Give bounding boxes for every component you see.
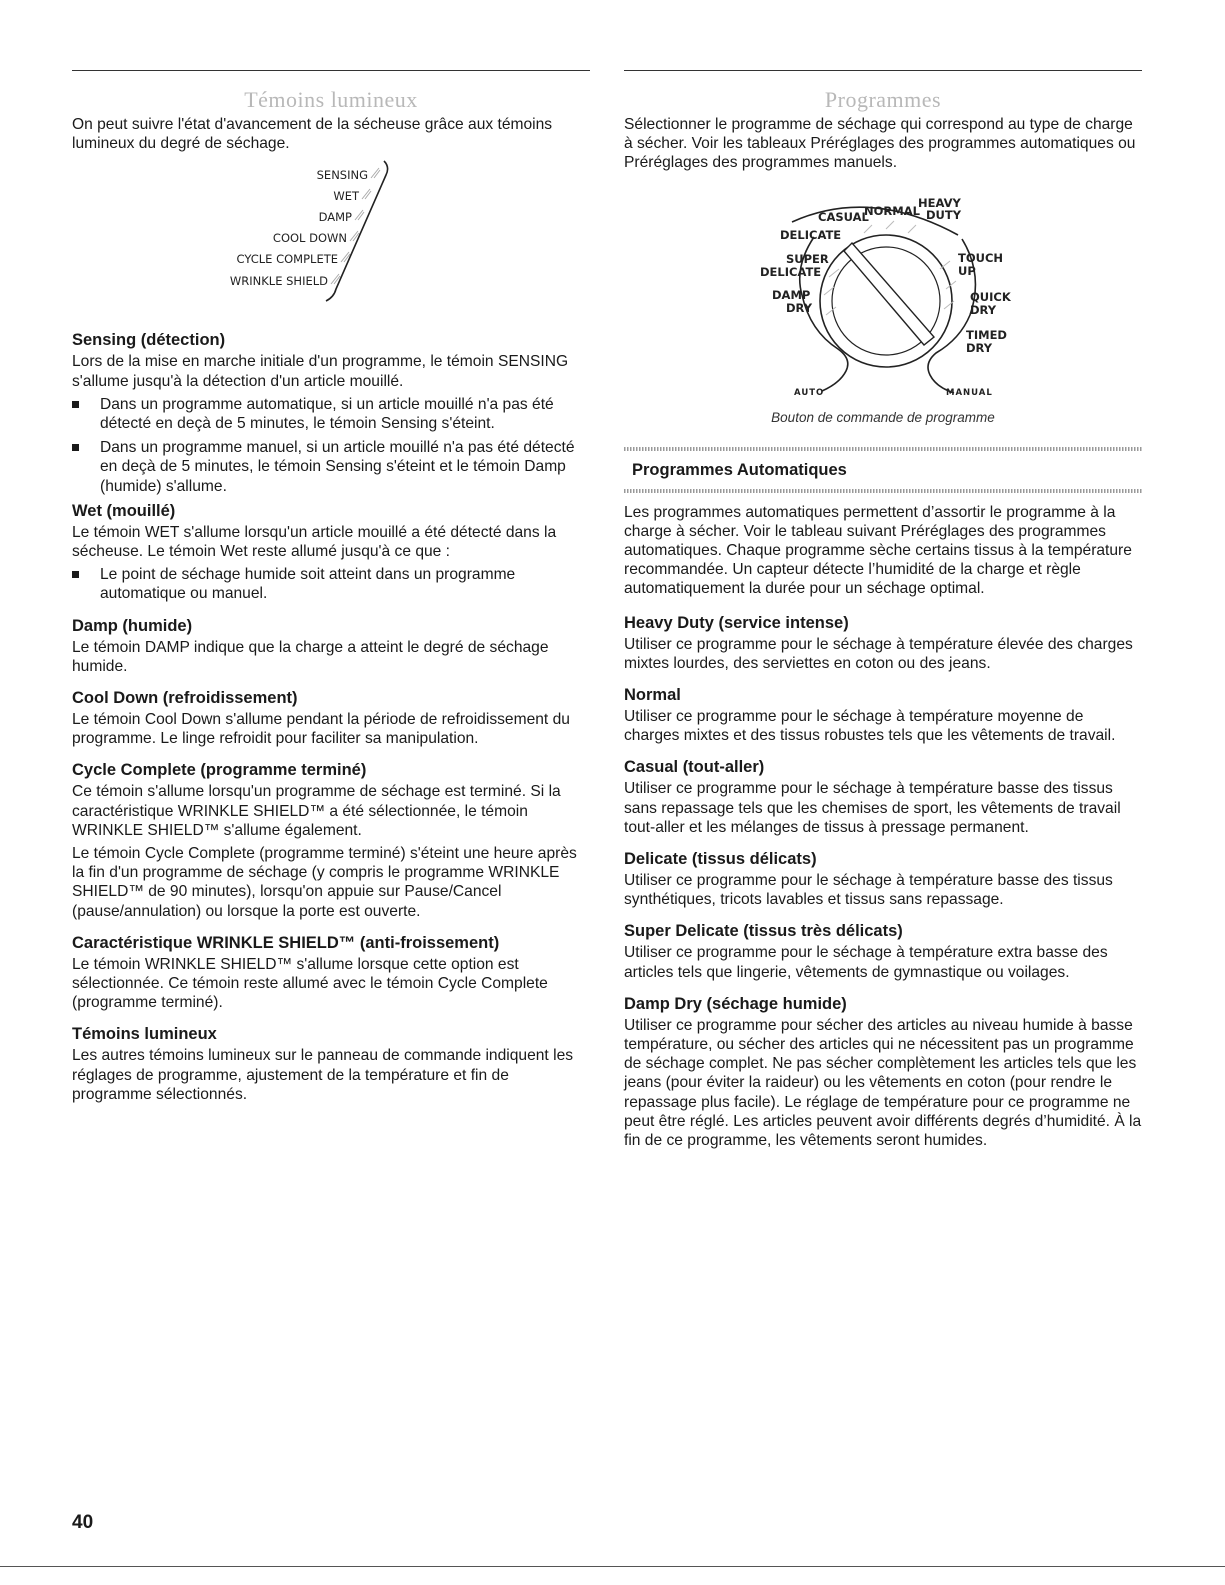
indicator-label-damp: DAMP xyxy=(318,210,352,225)
bullet-text: Dans un programme automatique, si un article mouillé n'a pas été détecté en deçà de 5 minutes, le témoin Sensing s'éteint. xyxy=(100,395,554,433)
list-item xyxy=(72,438,590,496)
section-damp xyxy=(72,616,590,676)
section-other-lights xyxy=(72,1024,590,1104)
dotted-rule-bottom xyxy=(624,489,1142,493)
section-wrinkle-shield xyxy=(72,933,590,1013)
dial-label-timed-dry: DRY xyxy=(966,340,993,355)
indicator-label-wrinkle-shield: WRINKLE SHIELD xyxy=(229,274,328,289)
indicator-label-cool-down: COOL DOWN xyxy=(272,231,347,246)
heading-super-delicate: Super Delicate (tissus très délicats) xyxy=(624,922,903,941)
text-heavy-duty: Utiliser ce programme pour le séchage à température élevée des charges mixtes lourdes, des serviettes en coton ou des jeans. xyxy=(624,635,1133,672)
heading-cool-down: Cool Down (refroidissement) xyxy=(72,689,298,708)
dial-label-damp: DAMP xyxy=(772,287,811,302)
list-item xyxy=(72,395,590,433)
dial-label-casual: CASUAL xyxy=(818,209,869,224)
top-rule-left xyxy=(72,70,590,71)
list-item xyxy=(72,565,590,603)
section-cycle-complete xyxy=(72,760,590,920)
dial-label-super-delicate: DELICATE xyxy=(760,264,822,279)
bullet-icon xyxy=(72,571,79,578)
section-super-delicate xyxy=(624,921,1142,981)
section-sensing xyxy=(72,330,590,495)
section-damp-dry xyxy=(624,994,1142,1150)
heading-sensing: Sensing (détection) xyxy=(72,331,226,350)
dial-label-timed: TIMED xyxy=(966,327,1007,342)
left-intro: On peut suivre l'état d'avancement de la sécheuse grâce aux témoins lumineux du degré de séchage. xyxy=(72,116,553,153)
heading-cycle-complete: Cycle Complete (programme terminé) xyxy=(72,761,367,780)
dial-label-duty: DUTY xyxy=(926,207,962,222)
text-cycle-complete-2: Le témoin Cycle Complete (programme terminé) s'éteint une heure après la fin d'un programme de séchage (y compris le programme WRINKLE SHIELD™ de 90 minutes), lorsqu'on appuie sur Pause/Cancel (pause/annulation) ou lorsque la porte est ouverte. xyxy=(72,845,577,920)
indicator-label-cycle-complete: CYCLE COMPLETE xyxy=(236,252,338,267)
automatic-programs-box xyxy=(624,447,1142,493)
dial-label-quick-dry: DRY xyxy=(970,302,997,317)
text-super-delicate: Utiliser ce programme pour le séchage à température extra basse des articles tels que lingerie, vêtements de gymnastique ou voilages. xyxy=(624,944,1108,981)
cycle-control-knob-illustration xyxy=(624,177,1142,405)
knob-caption: Bouton de commande de programme xyxy=(771,409,995,425)
bullet-text: Le point de séchage humide soit atteint dans un programme automatique ou manuel. xyxy=(100,566,516,603)
dial-label-quick: QUICK xyxy=(970,289,1011,304)
dial-label-heavy: HEAVY xyxy=(918,195,961,210)
heading-damp: Damp (humide) xyxy=(72,616,193,635)
top-rule-right xyxy=(624,70,1142,71)
heading-damp-dry: Damp Dry (séchage humide) xyxy=(624,994,847,1013)
bottom-rule xyxy=(0,1566,1225,1567)
heading-wet: Wet (mouillé) xyxy=(72,501,176,520)
heading-heavy-duty: Heavy Duty (service intense) xyxy=(624,613,849,632)
heading-casual: Casual (tout-aller) xyxy=(624,758,765,777)
wet-bullets xyxy=(72,565,590,603)
automatic-programs-intro: Les programmes automatiques permettent d’assortir le programme à la charge à sécher. Voir le tableau suivant Préréglages des programmes automatiques. Chaque programme sèche certains tissus à la température recommandée. Un capteur détecte l’humidité de la charge et règle automatiquement la durée pour un séchage optimal. xyxy=(624,503,1132,598)
text-other-lights: Les autres témoins lumineux sur le panneau de commande indiquent les réglages de programme, ajustement de la température et fin de programme sélectionnés. xyxy=(72,1047,574,1103)
dial-label-damp-dry: DRY xyxy=(786,300,813,315)
heading-normal: Normal xyxy=(624,686,681,705)
text-normal: Utiliser ce programme pour le séchage à température moyenne de charges mixtes et des tissus robustes tels que les vêtements de travail. xyxy=(624,708,1116,745)
section-wet xyxy=(72,501,590,604)
text-delicate: Utiliser ce programme pour le séchage à température basse des tissus synthétiques, tricots lavables et tissus sans repassage. xyxy=(624,872,1113,909)
dial-label-delicate: DELICATE xyxy=(780,227,842,242)
right-intro: Sélectionner le programme de séchage qui correspond au type de charge à sécher. Voir les tableaux Préréglages des programmes automatiques ou Préréglages des programmes manuels. xyxy=(624,116,1136,172)
indicator-lights-illustration xyxy=(72,157,590,325)
text-cool-down: Le témoin Cool Down s'allume pendant la période de refroidissement du programme. Le linge refroidit pour faciliter sa manipulation. xyxy=(72,711,570,748)
bullet-text: Dans un programme manuel, si un article mouillé n'a pas été détecté en deçà de 5 minutes, le témoin Sensing s'éteint et le témoin Damp (humide) s'allume. xyxy=(100,439,575,495)
left-column-title: Témoins lumineux xyxy=(244,87,418,112)
dial-label-normal: NORMAL xyxy=(864,203,920,218)
right-column xyxy=(624,70,1142,1150)
right-column-title: Programmes xyxy=(824,87,942,112)
section-normal xyxy=(624,685,1142,745)
indicator-label-sensing: SENSING xyxy=(316,168,368,183)
text-wet: Le témoin WET s'allume lorsqu'un article mouillé a été détecté dans la sécheuse. Le témoin Wet reste allumé jusqu'à ce que : xyxy=(72,523,557,561)
text-casual: Utiliser ce programme pour le séchage à température basse des tissus sans repassage tels que les chemises de sport, les vêtements de travail tout-aller et les mélanges de tissus à pressage permanent. xyxy=(624,780,1121,836)
bullet-icon xyxy=(72,444,79,451)
section-cool-down xyxy=(72,688,590,748)
section-delicate xyxy=(624,849,1142,909)
dial-label-super: SUPER xyxy=(786,251,829,266)
page-number: 40 xyxy=(72,1512,94,1533)
automatic-programs-heading: Programmes Automatiques xyxy=(632,460,847,479)
sensing-bullets xyxy=(72,395,590,496)
heading-wrinkle-shield: Caractéristique WRINKLE SHIELD™ (anti-froissement) xyxy=(72,933,500,952)
heading-delicate: Delicate (tissus délicats) xyxy=(624,850,817,869)
dial-label-touch: TOUCH xyxy=(958,250,1004,265)
text-wrinkle-shield: Le témoin WRINKLE SHIELD™ s'allume lorsque cette option est sélectionnée. Ce témoin reste allumé avec le témoin Cycle Complete (programme terminé). xyxy=(72,955,548,1012)
bullet-icon xyxy=(72,401,79,408)
text-damp: Le témoin DAMP indique que la charge a atteint le degré de séchage humide. xyxy=(72,638,549,675)
section-casual xyxy=(624,757,1142,837)
left-column xyxy=(72,70,590,1104)
dial-label-manual: MANUAL xyxy=(946,387,993,398)
dial-label-up: UP xyxy=(958,263,976,278)
section-heavy-duty xyxy=(624,613,1142,673)
indicator-label-wet: WET xyxy=(333,189,359,204)
text-damp-dry: Utiliser ce programme pour sécher des articles au niveau humide à basse température, ou sécher des articles qui ne nécessitent pas un programme de séchage complet. Ne pas sécher complètement les articles tels que les jeans (pour éviter la raideur) ou les vêtements en coton (pour rendre le repassage plus facile). Le réglage de température pour ce programme ne peut être réglé. Les articles peuvent avoir différents degrés d’humidité. À la fin de ce programme, les vêtements seront humides. xyxy=(624,1016,1142,1150)
text-sensing: Lors de la mise en marche initiale d'un programme, le témoin SENSING s'allume jusqu'à la détection d'un article mouillé. xyxy=(72,353,569,390)
indicator-light-icons xyxy=(331,168,380,284)
dial-label-auto: AUTO xyxy=(794,387,825,398)
heading-other-lights: Témoins lumineux xyxy=(72,1025,217,1044)
text-cycle-complete-1: Ce témoin s'allume lorsqu'un programme de séchage est terminé. Si la caractéristique WRINKLE SHIELD™ a été sélectionnée, le témoin WRINKLE SHIELD™ s'allume également. xyxy=(72,783,561,839)
